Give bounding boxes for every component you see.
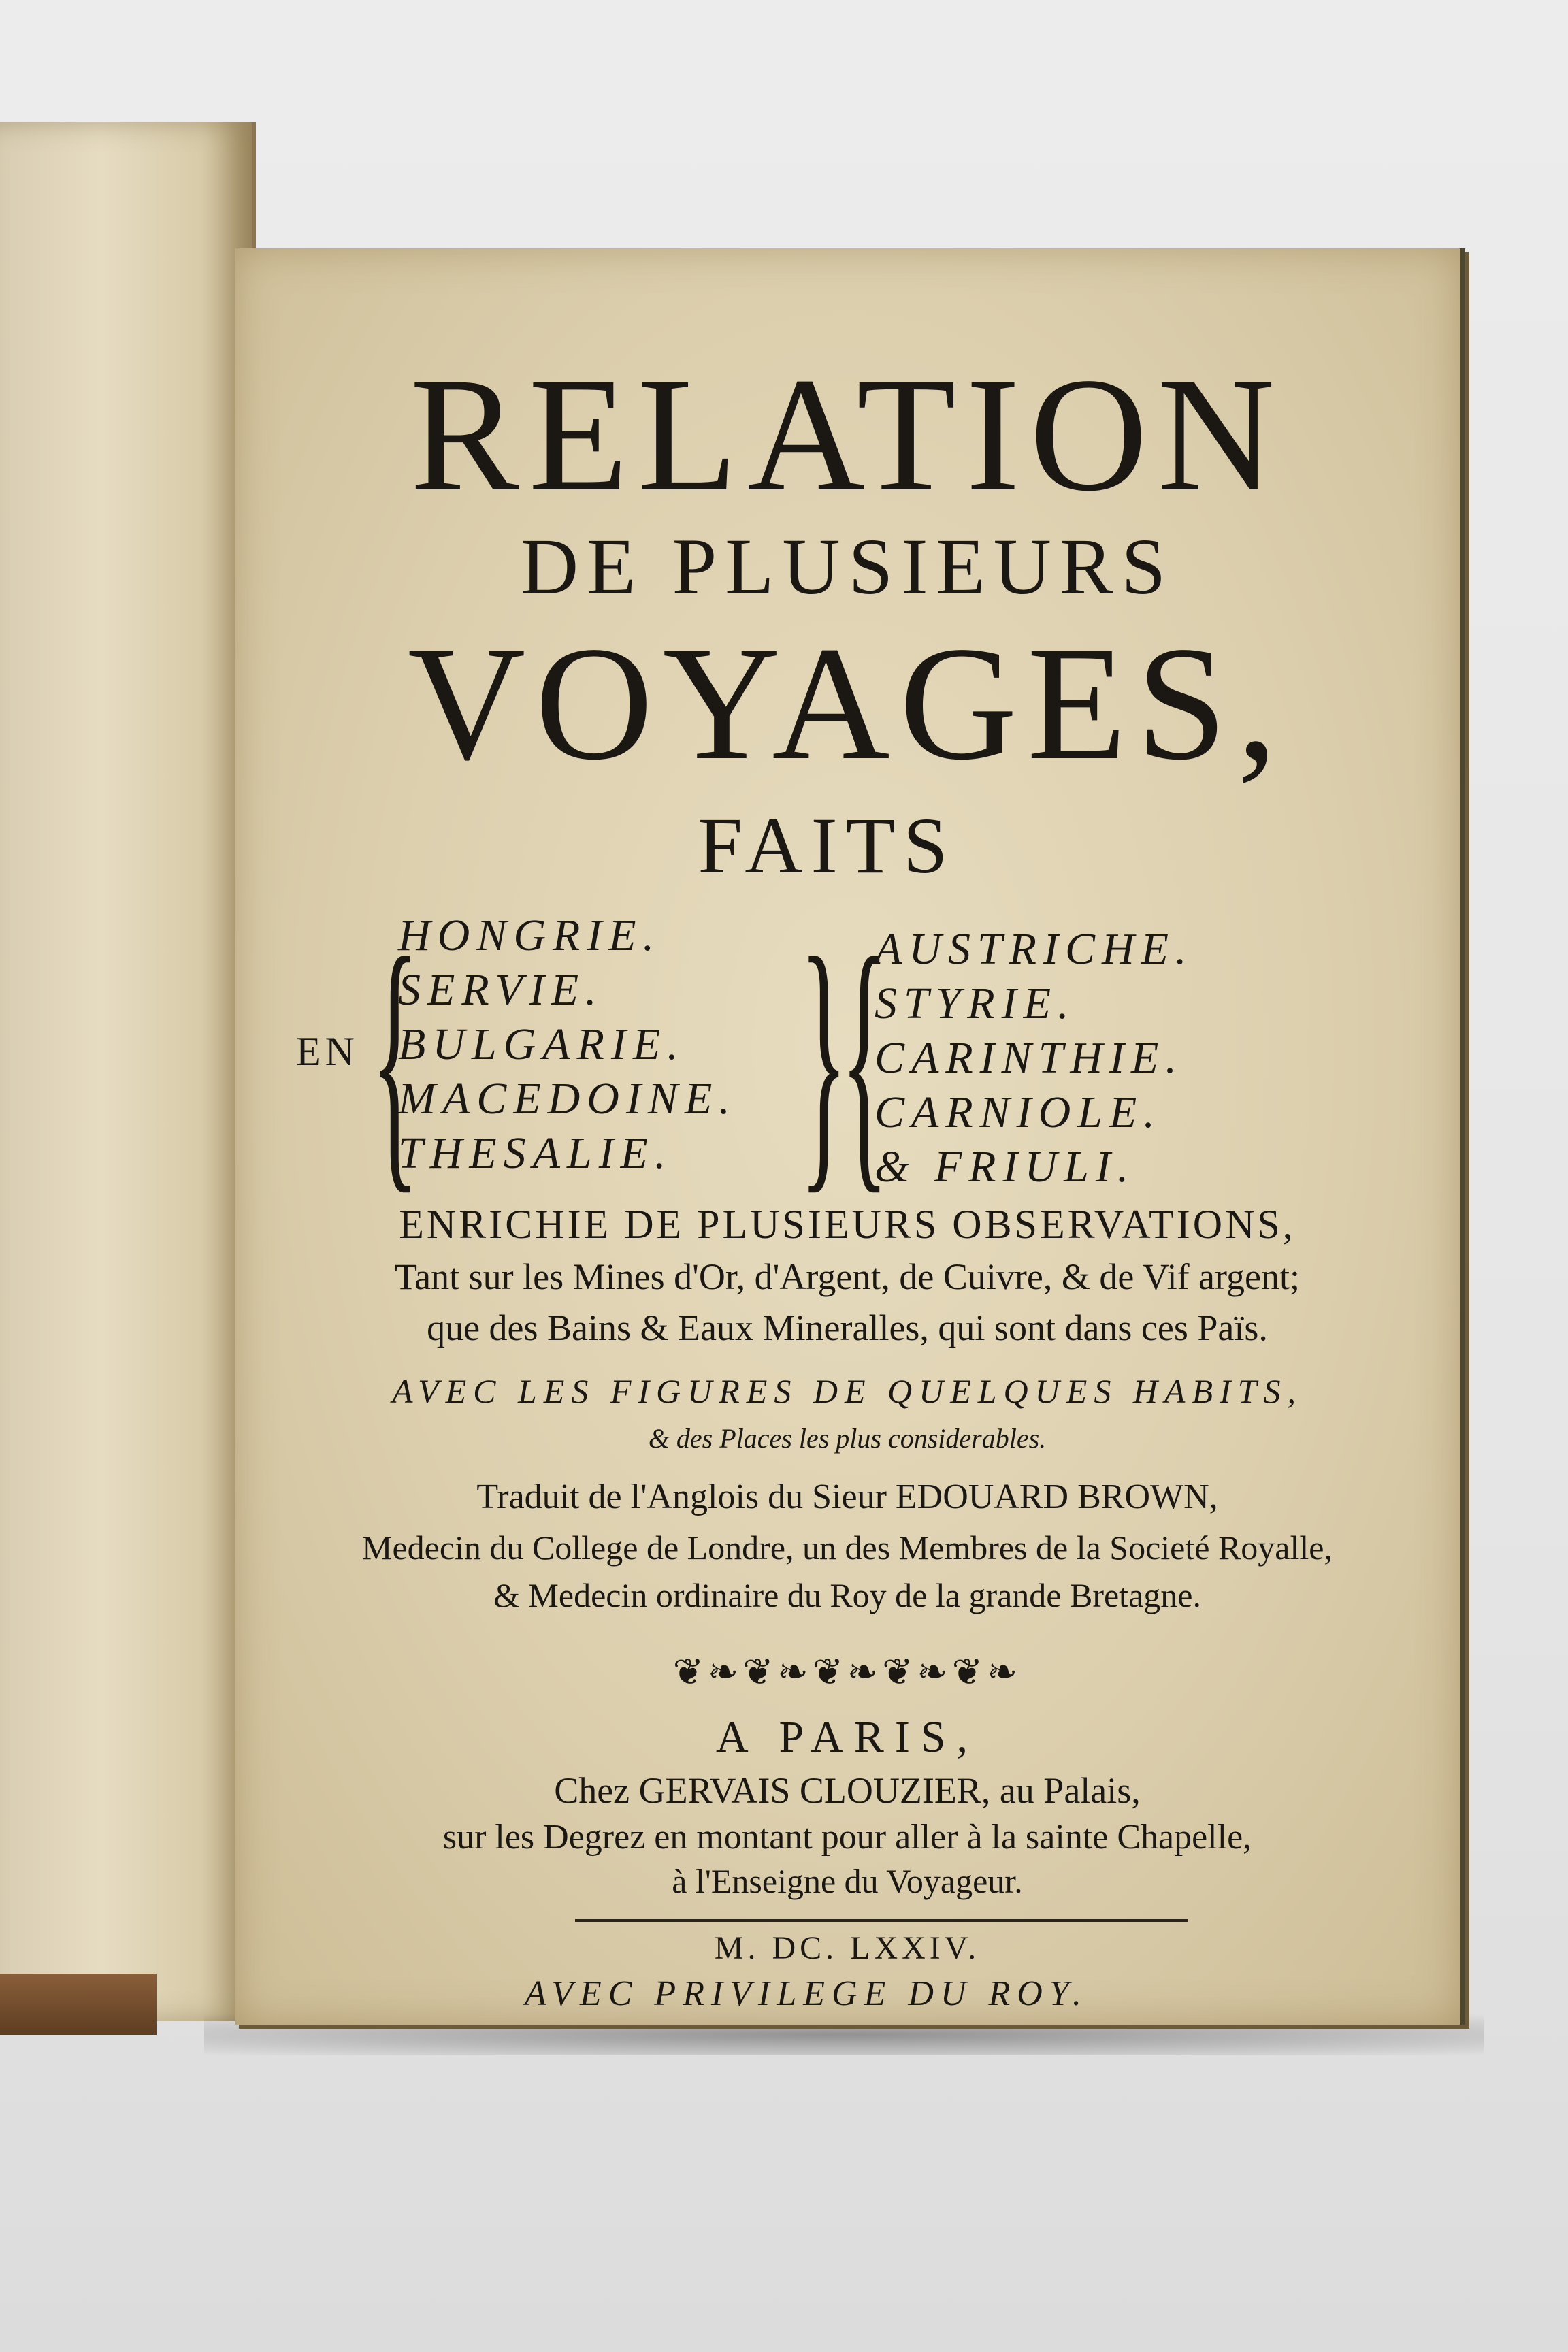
left-brace: { (371, 900, 419, 1216)
imprint-date: M. DC. LXXIV. (714, 1930, 981, 1966)
subtitle-bains: que des Bains & Eaux Mineralles, qui sont dans ces Païs. (427, 1307, 1268, 1348)
translator-line: Traduit de l'Anglois du Sieur EDOUARD BROWN, (476, 1477, 1218, 1516)
imprint-city: A PARIS, (715, 1712, 979, 1762)
title-line-relation: RELATION (410, 344, 1285, 525)
imprint-rule (575, 1919, 1188, 1922)
left-page (0, 122, 256, 2021)
place-carinthie: CARINTHIE. (875, 1033, 1183, 1083)
imprint-sign: à l'Enseigne du Voyageur. (672, 1862, 1023, 1900)
imprint-publisher: Chez GERVAIS CLOUZIER, au Palais, (554, 1770, 1141, 1811)
book-cover-edge (0, 1974, 157, 2035)
place-friuli: & FRIULI. (875, 1142, 1136, 1192)
place-servie: SERVIE. (398, 965, 604, 1015)
translator-college-line: Medecin du College de Londre, un des Membres de la Societé Royalle, (362, 1529, 1333, 1567)
place-bulgarie: BULGARIE. (398, 1019, 685, 1069)
subtitle-observations: ENRICHIE DE PLUSIEURS OBSERVATIONS, (399, 1202, 1296, 1247)
title-line-voyages: VOYAGES, (407, 612, 1288, 794)
title-page (235, 248, 1465, 2025)
place-macedoine: MACEDOINE. (398, 1074, 737, 1124)
imprint-address: sur les Degrez en montant pour aller à la sainte Chapelle, (442, 1818, 1252, 1857)
place-austriche: AUSTRICHE. (875, 924, 1194, 974)
translator-roy-line: & Medecin ordinaire du Roy de la grande Bretagne. (493, 1576, 1201, 1614)
place-thesalie: THESALIE. (398, 1128, 673, 1178)
printer-ornament: ❦❧❦❧❦❧❦❧❦❧ (672, 1650, 1022, 1693)
middle-brace-left: { (840, 900, 889, 1216)
places-left-column (398, 909, 737, 1181)
title-line-faits: FAITS (698, 801, 956, 890)
places-right-column (875, 922, 1193, 1194)
place-styrie: STYRIE. (875, 979, 1076, 1028)
subtitle-mines: Tant sur les Mines d'Or, d'Argent, de Cuivre, & de Vif argent; (394, 1256, 1301, 1297)
title-line-de-plusieurs: DE PLUSIEURS (520, 522, 1175, 611)
places-prefix: EN (296, 1029, 359, 1074)
middle-brace-right: } (800, 900, 848, 1216)
figures-places-line: & des Places les plus considerables. (648, 1423, 1047, 1454)
privilege-line: AVEC PRIVILEGE DU ROY. (525, 1974, 1088, 2013)
figures-line: AVEC LES FIGURES DE QUELQUES HABITS, (392, 1372, 1303, 1410)
place-carniole: CARNIOLE. (875, 1088, 1162, 1137)
place-hongrie: HONGRIE. (398, 911, 662, 960)
